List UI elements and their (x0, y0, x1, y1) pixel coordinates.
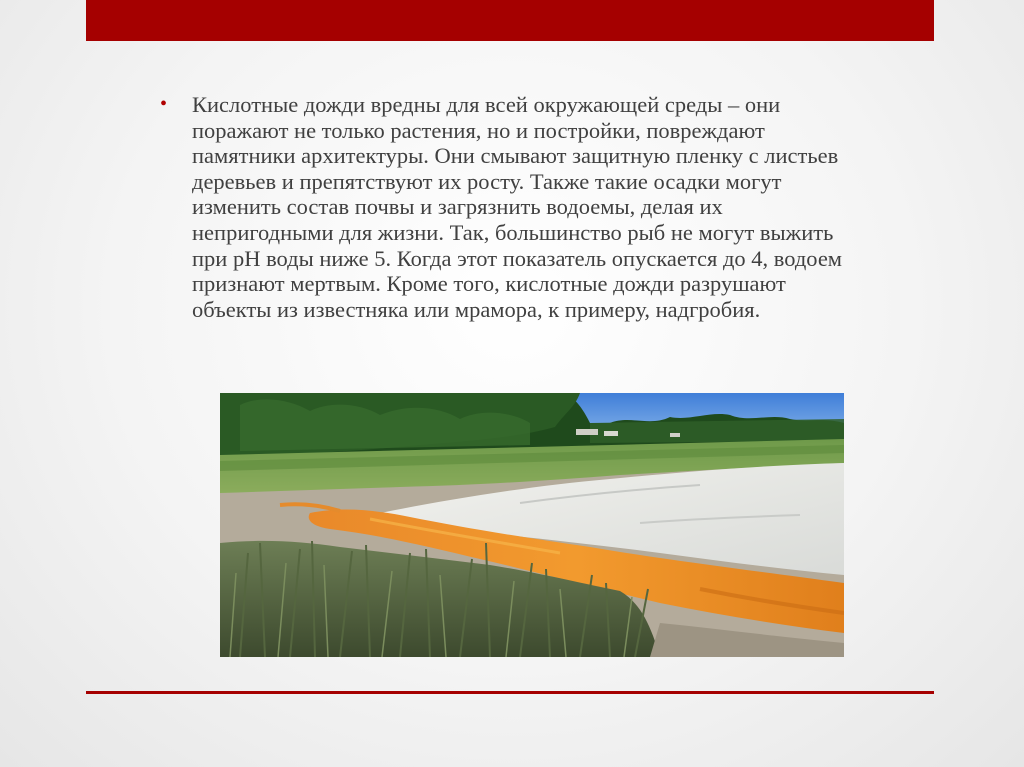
bullet-item (160, 92, 860, 322)
bullet-text: Кислотные дожди вредны для всей окружающей среды – они поражают не только растения, но и постройки, повреждают памятники архитектуры. Они смывают защитную пленку с листьев деревьев и препятствуют их росту. Также такие осадки могут изменить состав почвы и загрязнить водоемы, делая их непригодными для жизни. Так, большинство рыб не могут выжить при pH воды ниже 5. Когда этот показатель опускается до 4, водоем признают мертвым. Кроме того, кислотные дожди разрушают объекты из известняка или мрамора, к примеру, надгробия. (192, 92, 843, 322)
polluted-river-photo (220, 393, 844, 657)
top-accent-bar (86, 0, 934, 41)
slide-body (160, 92, 860, 322)
bullet-icon: • (160, 93, 168, 115)
bottom-accent-line (86, 691, 934, 694)
